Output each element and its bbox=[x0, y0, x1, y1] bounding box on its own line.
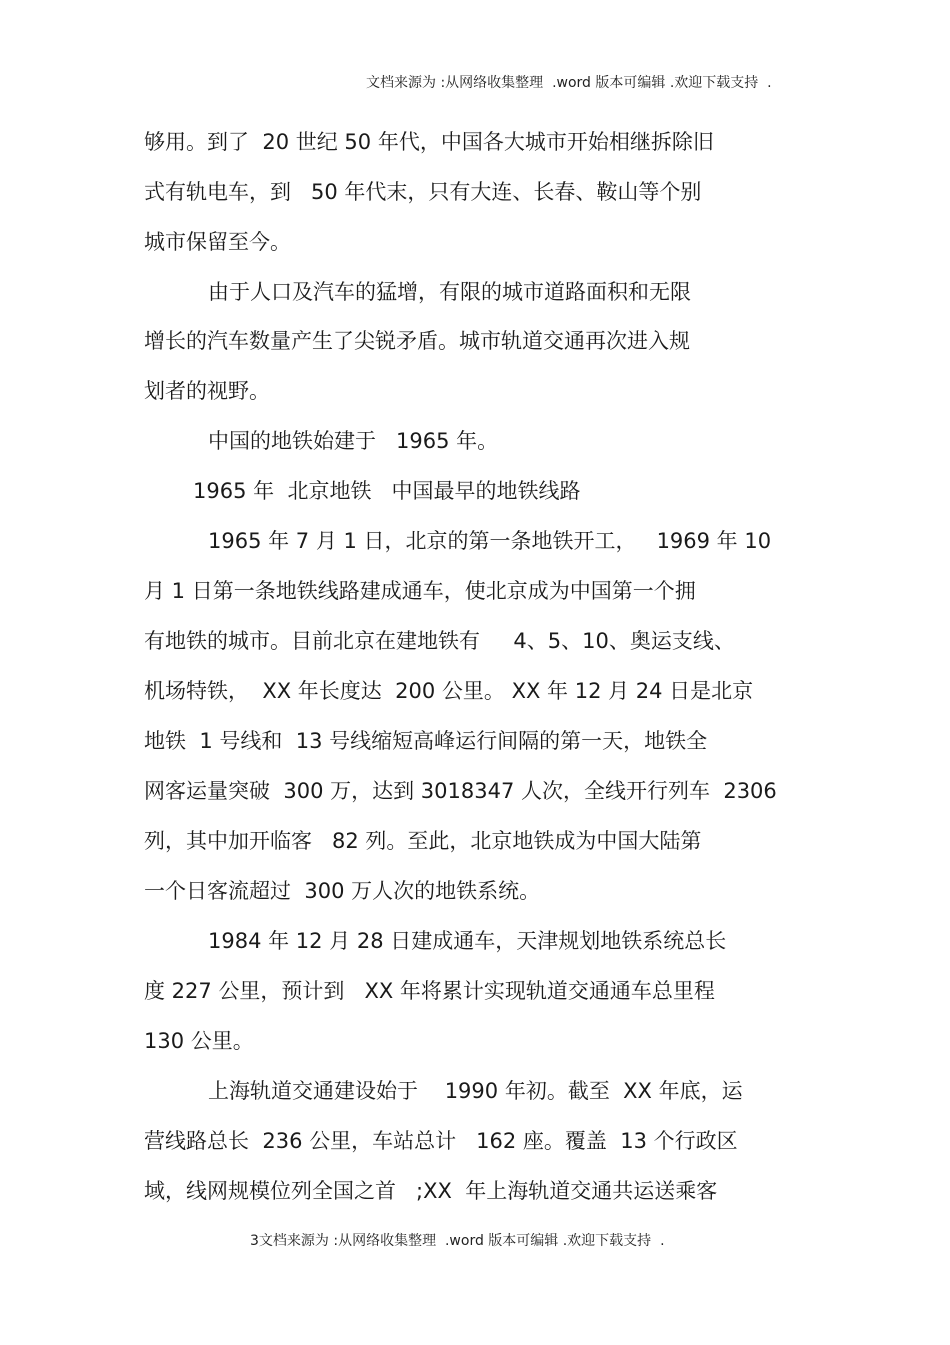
text-line-7: 中国的地铁始建于 1965 年。 bbox=[208, 429, 499, 453]
text-line-6: 划者的视野。 bbox=[144, 379, 270, 403]
text-line-11: 有地铁的城市。目前北京在建地铁有 4、5、10、奥运支线、 bbox=[144, 629, 735, 653]
text-line-15: 列，其中加开临客 82 列。至此，北京地铁成为中国大陆第 bbox=[144, 829, 702, 853]
text-line-2: 式有轨电车，到 50 年代末，只有大连、长春、鞍山等个别 bbox=[144, 180, 702, 204]
page-footer: 3文档来源为 :从网络收集整理 .word 版本可编辑 .欢迎下载支持 . bbox=[250, 1233, 665, 1249]
text-line-1: 够用。到了 20 世纪 50 年代，中国各大城市开始相继拆除旧 bbox=[144, 130, 714, 154]
text-line-10: 月 1 日第一条地铁线路建成通车，使北京成为中国第一个拥 bbox=[144, 579, 696, 603]
text-line-13: 地铁 1 号线和 13 号线缩短高峰运行间隔的第一天，地铁全 bbox=[144, 729, 708, 753]
text-line-17: 1984 年 12 月 28 日建成通车，天津规划地铁系统总长 bbox=[208, 929, 727, 953]
text-line-9: 1965 年 7 月 1 日，北京的第一条地铁开工， 1969 年 10 bbox=[208, 529, 772, 553]
text-line-20: 上海轨道交通建设始于 1990 年初。截至 XX 年底，运 bbox=[208, 1079, 743, 1103]
text-line-3: 城市保留至今。 bbox=[144, 230, 291, 254]
text-line-19: 130 公里。 bbox=[144, 1029, 254, 1053]
text-line-14: 网客运量突破 300 万，达到 3018347 人次，全线开行列车 2306 bbox=[144, 779, 777, 803]
text-line-5: 增长的汽车数量产生了尖锐矛盾。城市轨道交通再次进入规 bbox=[144, 329, 690, 353]
text-line-22: 域，线网规模位列全国之首 ;XX 年上海轨道交通共运送乘客 bbox=[144, 1179, 718, 1203]
text-line-21: 营线路总长 236 公里，车站总计 162 座。覆盖 13 个行政区 bbox=[144, 1129, 738, 1153]
text-line-12: 机场特铁， XX 年长度达 200 公里。 XX 年 12 月 24 日是北京 bbox=[144, 679, 754, 703]
text-line-4: 由于人口及汽车的猛增，有限的城市道路面积和无限 bbox=[208, 280, 691, 304]
text-line-8: 1965 年 北京地铁 中国最早的地铁线路 bbox=[193, 479, 581, 503]
text-line-18: 度 227 公里，预计到 XX 年将累计实现轨道交通通车总里程 bbox=[144, 979, 715, 1003]
text-line-16: 一个日客流超过 300 万人次的地铁系统。 bbox=[144, 879, 541, 903]
page-header: 文档来源为 :从网络收集整理 .word 版本可编辑 .欢迎下载支持 . bbox=[366, 75, 772, 91]
